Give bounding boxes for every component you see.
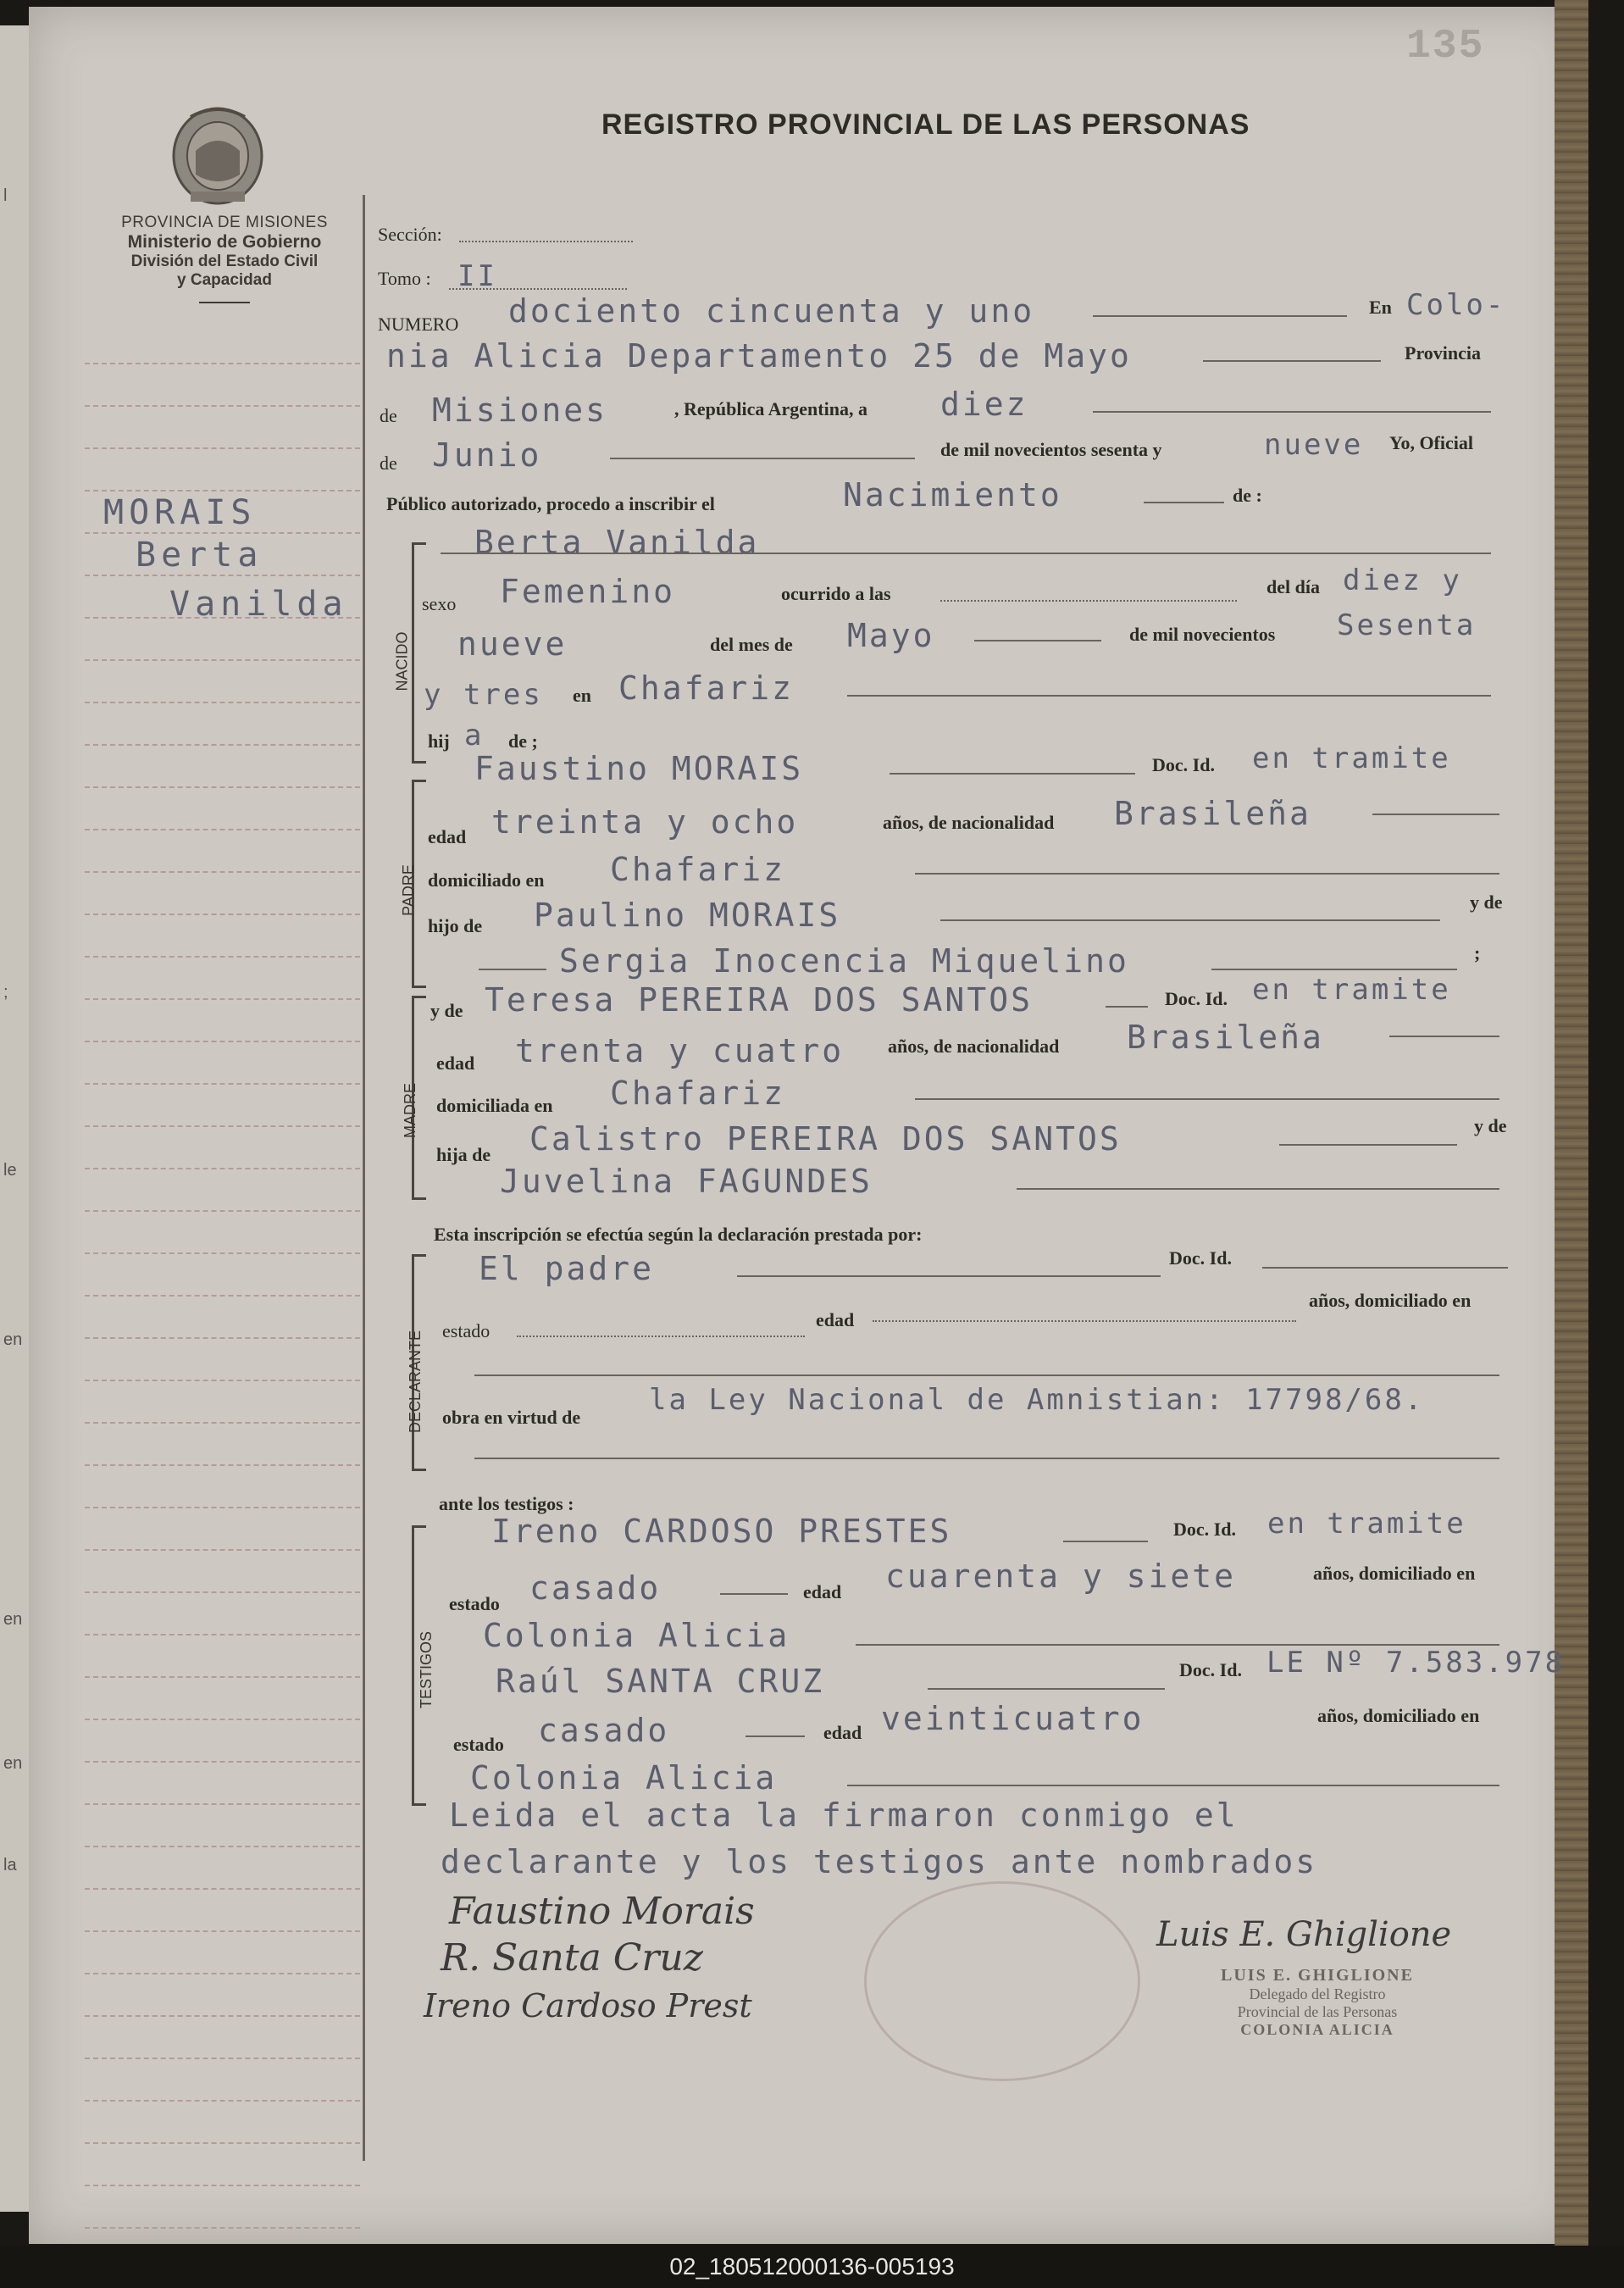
madre-nombre: Teresa PEREIRA DOS SANTOS	[485, 981, 1033, 1019]
testigo1-estado-value: casado	[529, 1569, 662, 1607]
nacido-section-label: NACIDO	[393, 631, 411, 691]
fill-line	[441, 553, 1491, 554]
fill-line	[1106, 1006, 1148, 1008]
tomo-field	[449, 288, 627, 290]
obra-label: obra en virtud de	[442, 1407, 581, 1428]
folio-number: 135	[1406, 24, 1485, 69]
acto-value: Nacimiento	[843, 476, 1062, 514]
stamp-office: Provincial de las Personas	[1237, 2003, 1398, 2020]
en-label: En	[1369, 297, 1392, 318]
provincia-value: Misiones	[432, 392, 608, 429]
left-page-fragment: l	[3, 186, 8, 205]
declarante-nombre: El padre	[479, 1250, 655, 1287]
fill-line	[890, 773, 1135, 775]
tomo-label: Tomo :	[378, 268, 431, 289]
ministry-name: Ministerio de Gobierno	[127, 232, 322, 252]
de-colon-label: de :	[1233, 485, 1262, 506]
fill-line	[928, 1688, 1165, 1690]
nacido-en-label: en	[573, 685, 591, 706]
padre-madre-de: Sergia Inocencia Miquelino	[559, 942, 1129, 980]
testigo2-nombre: Raúl SANTA CRUZ	[496, 1663, 825, 1700]
numero-label: NUMERO	[378, 314, 459, 335]
anio-value: nueve	[1264, 428, 1364, 462]
book-binding	[1555, 0, 1588, 2254]
fill-line	[474, 1374, 1499, 1376]
hora-field	[940, 600, 1237, 602]
madre-domicilio-label: domiciliada en	[436, 1095, 553, 1116]
ocurrido-label: ocurrido a las	[781, 583, 891, 604]
signature-witness-1: Ireno Cardoso Prest	[424, 1987, 752, 2024]
publico-label: Público autorizado, procedo a inscribir el	[386, 493, 715, 514]
testigo2-doc-label: Doc. Id.	[1179, 1659, 1242, 1680]
padre-domicilio-value: Chafariz	[610, 851, 786, 888]
seccion-label: Sección:	[378, 224, 442, 245]
registry-round-stamp	[864, 1881, 1140, 2081]
declaracion-intro: Esta inscripción se efectúa según la declaración prestada por:	[434, 1224, 923, 1245]
fill-line	[474, 1458, 1499, 1459]
padre-y-de-label: y de	[1470, 891, 1503, 913]
madre-doc-value: en tramite	[1252, 973, 1451, 1007]
padre-doc-label: Doc. Id.	[1152, 754, 1215, 775]
numero-value: dociento cincuenta y uno	[508, 292, 1035, 330]
margin-given-name-2: Vanilda	[169, 585, 348, 624]
yo-oficial-label: Yo, Oficial	[1389, 432, 1473, 453]
official-stamp	[1156, 1966, 1478, 2076]
stamp-location: COLONIA ALICIA	[1240, 2021, 1394, 2038]
fill-line	[1203, 360, 1381, 362]
nacido-nombre: Berta Vanilda	[474, 524, 760, 561]
fill-line	[1372, 814, 1499, 815]
margin-given-name-1: Berta	[136, 536, 263, 575]
madre-section-label: MADRE	[402, 1082, 419, 1139]
nacido-mil-label: de mil novecientos	[1129, 624, 1276, 645]
fill-line	[1262, 1267, 1508, 1269]
sexo-label: sexo	[422, 593, 457, 614]
madre-domicilio-value: Chafariz	[610, 1075, 786, 1112]
madre-nacionalidad-value: Brasileña	[1127, 1019, 1324, 1056]
testigo2-edad-label: edad	[823, 1722, 862, 1743]
padre-nacionalidad-label: años, de nacionalidad	[883, 812, 1055, 833]
fill-line	[1211, 969, 1457, 970]
madre-hija-de-label: hija de	[436, 1144, 491, 1165]
fill-line	[1093, 411, 1491, 413]
province-name: PROVINCIA DE MISIONES	[121, 214, 328, 231]
madre-y-de-label: y de	[430, 1000, 463, 1021]
testigo2-estado-label: estado	[453, 1734, 504, 1755]
fill-line	[1144, 502, 1224, 503]
division-name: División del Estado Civil	[130, 253, 319, 270]
fill-line	[479, 969, 546, 970]
testigo1-estado-label: estado	[449, 1593, 500, 1614]
signature-official: Luis E. Ghiglione	[1156, 1915, 1452, 1954]
ministry-header	[68, 214, 381, 303]
testigo1-doc-value: en tramite	[1267, 1507, 1466, 1541]
closing-line-2: declarante y los testigos ante nombrados	[441, 1843, 1318, 1880]
nacido-anio-a: Sesenta	[1337, 608, 1477, 642]
madre-doc-label: Doc. Id.	[1165, 988, 1228, 1009]
testigo2-estado-value: casado	[538, 1712, 670, 1749]
testigos-intro: ante los testigos :	[439, 1493, 574, 1514]
fill-line	[974, 640, 1101, 641]
margin-divider	[363, 195, 365, 2161]
fill-line	[847, 1785, 1499, 1786]
madre-y-de-label-2: y de	[1474, 1115, 1507, 1136]
de-label: de	[380, 405, 397, 426]
padre-semicolon: ;	[1474, 942, 1481, 964]
stamp-name: LUIS E. GHIGLIONE	[1221, 1966, 1414, 1985]
fill-line	[847, 695, 1491, 697]
left-page-fragment: la	[3, 1856, 17, 1874]
nacido-anio-b: y tres	[424, 678, 543, 712]
madre-padre-de: Calistro PEREIRA DOS SANTOS	[529, 1120, 1122, 1158]
testigo1-edad-label: edad	[803, 1581, 842, 1602]
mes-value: Junio	[432, 436, 542, 474]
fill-line	[737, 1275, 1161, 1277]
testigo2-edad-value: veinticuatro	[881, 1700, 1145, 1737]
left-page-fragment: en	[3, 1754, 23, 1773]
signature-witness-2: R. Santa Cruz	[441, 1936, 703, 1980]
signature-declarante: Faustino Morais	[449, 1890, 755, 1933]
testigos-section-label: TESTIGOS	[418, 1630, 435, 1709]
fill-line	[1017, 1188, 1499, 1190]
declarante-edad-label: edad	[816, 1309, 855, 1330]
padre-padre-de: Paulino MORAIS	[534, 897, 841, 934]
testigo2-domicilio-label: años, domiciliado en	[1317, 1705, 1480, 1726]
closing-line-1: Leida el acta la firmaron conmigo el	[449, 1797, 1239, 1834]
fill-line	[1389, 1036, 1499, 1037]
fill-line	[1093, 315, 1347, 317]
fill-line	[915, 873, 1499, 875]
padre-edad-label: edad	[428, 826, 467, 847]
fill-line	[940, 919, 1440, 921]
padre-nombre: Faustino MORAIS	[474, 750, 804, 787]
fill-line	[720, 1593, 788, 1595]
stamp-role: Delegado del Registro	[1249, 1985, 1386, 2002]
padre-nacionalidad-value: Brasileña	[1114, 795, 1311, 832]
header-divider	[199, 302, 250, 303]
testigo2-doc-value: LE Nº 7.583.978	[1266, 1646, 1566, 1680]
left-page-fragment: en	[3, 1610, 23, 1629]
testigo1-domicilio-value: Colonia Alicia	[483, 1617, 790, 1654]
declarante-estado-field	[517, 1336, 805, 1337]
provincia-label: Provincia	[1405, 342, 1482, 364]
left-page-fragment: en	[3, 1330, 23, 1349]
sexo-value: Femenino	[500, 573, 676, 610]
fill-line	[610, 458, 915, 459]
nacido-dia-b: nueve	[457, 625, 568, 663]
tomo-value: II	[457, 259, 497, 293]
fill-line	[745, 1735, 805, 1737]
del-mes-label: del mes de	[710, 634, 793, 655]
hijo-de-label: de ;	[508, 730, 538, 752]
fill-line	[1063, 1541, 1148, 1542]
nacido-dia-a: diez y	[1343, 564, 1462, 597]
madre-madre-de: Juvelina FAGUNDES	[500, 1163, 873, 1200]
padre-hijo-de-label: hijo de	[428, 915, 483, 936]
fill-line	[915, 1098, 1499, 1100]
testigo2-domicilio-value: Colonia Alicia	[470, 1759, 778, 1797]
page-title: REGISTRO PROVINCIAL DE LAS PERSONAS	[601, 108, 1250, 141]
del-dia-label: del día	[1266, 576, 1320, 597]
de-label-2: de	[380, 453, 397, 474]
left-page-fragment: ;	[3, 983, 8, 1002]
division-subname: y Capacidad	[177, 271, 272, 289]
padre-edad-value: treinta y ocho	[491, 803, 799, 841]
en-value-b: nia Alicia Departamento 25 de Mayo	[386, 337, 1132, 375]
madre-nacionalidad-label: años, de nacionalidad	[888, 1036, 1060, 1057]
mil-label: de mil novecientos sesenta y	[940, 439, 1162, 460]
testigo1-domicilio-label: años, domiciliado en	[1313, 1563, 1476, 1584]
margin-surname: MORAIS	[103, 493, 257, 532]
madre-edad-label: edad	[436, 1052, 475, 1074]
obra-value: la Ley Nacional de Amnistian: 17798/68.	[649, 1383, 1425, 1417]
hijo-label: hij	[428, 730, 450, 752]
testigo1-edad-value: cuarenta y siete	[885, 1558, 1237, 1595]
left-page-fragment: le	[3, 1161, 17, 1180]
declarante-domicilio-label: años, domiciliado en	[1309, 1290, 1472, 1311]
seccion-field	[459, 241, 633, 242]
declarante-estado-label: estado	[442, 1320, 491, 1341]
declarante-section-label: DECLARANTE	[407, 1330, 424, 1434]
image-caption: 02_180512000136-005193	[0, 2246, 1624, 2288]
en-value-a: Colo-	[1406, 288, 1506, 322]
fill-line	[1279, 1144, 1457, 1146]
republica-label: , República Argentina, a	[674, 398, 867, 419]
declarante-edad-field	[873, 1320, 1296, 1322]
madre-edad-value: trenta y cuatro	[515, 1032, 845, 1069]
nacido-bracket	[412, 542, 426, 764]
nacido-mes: Mayo	[847, 617, 935, 654]
hijo-value: a	[464, 719, 485, 752]
coat-of-arms-icon	[165, 100, 270, 208]
padre-doc-value: en tramite	[1252, 741, 1451, 775]
declarante-doc-label: Doc. Id.	[1169, 1247, 1232, 1269]
nacido-lugar: Chafariz	[618, 669, 795, 707]
padre-section-label: PADRE	[399, 864, 417, 916]
testigo1-doc-label: Doc. Id.	[1173, 1519, 1236, 1540]
dia-value: diez	[940, 386, 1028, 423]
testigo1-nombre: Ireno CARDOSO PRESTES	[491, 1513, 952, 1550]
padre-domicilio-label: domiciliado en	[428, 869, 545, 891]
